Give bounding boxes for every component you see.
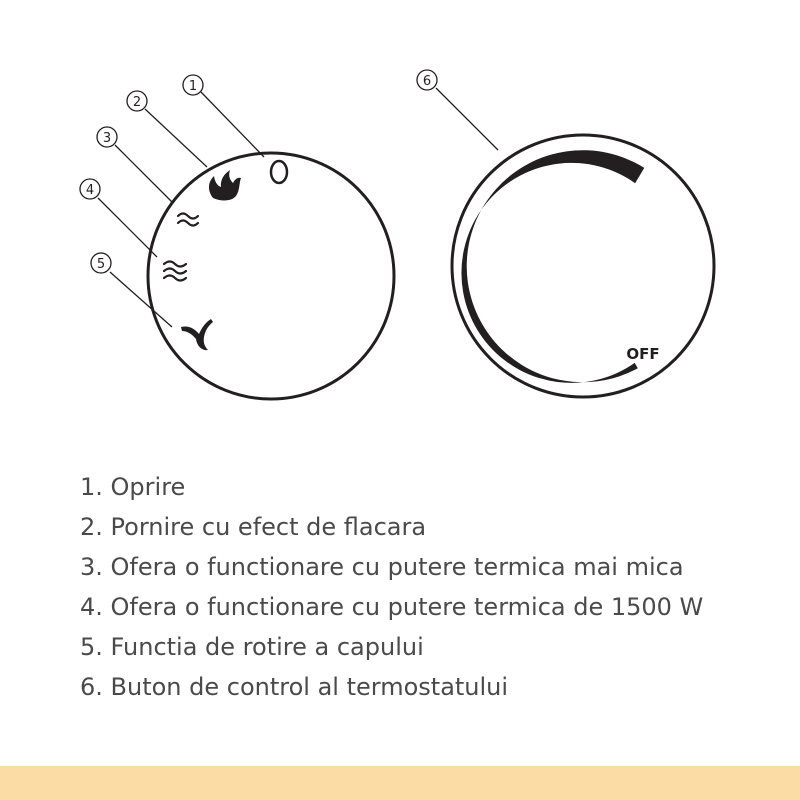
thermostat-scale-arc: [461, 150, 644, 383]
callout-number: 2: [132, 95, 142, 110]
leader-line-3: [115, 145, 172, 202]
legend-list: [80, 467, 703, 707]
leader-line-2: [145, 109, 207, 167]
leader-line-5: [110, 272, 172, 327]
callout-2: [127, 91, 147, 111]
leader-line-4: [98, 198, 157, 257]
low-heat-wave-icon: [178, 214, 198, 226]
callout-4: [80, 179, 100, 199]
callout-number: 5: [96, 257, 106, 272]
legend-item-6: 6. Buton de control al termostatului: [80, 673, 509, 701]
legend-item-2: 2. Pornire cu efect de flacara: [80, 513, 427, 541]
callout-number: 4: [85, 183, 95, 198]
flame-icon: [209, 170, 241, 200]
legend-item-5: 5. Functia de rotire a capului: [80, 633, 424, 661]
off-symbol-icon: [271, 161, 287, 183]
leader-lines: [98, 88, 498, 327]
rotation-fan-icon: [181, 319, 213, 350]
callout-number: 3: [102, 131, 112, 146]
callout-number: 6: [422, 74, 432, 89]
callout-3: [97, 127, 117, 147]
legend-item-3: 3. Ofera o functionare cu putere termica mai mica: [80, 553, 684, 581]
callout-markers: [80, 70, 437, 273]
thermostat-off-label: OFF: [626, 345, 660, 363]
mode-selector-knob: [148, 153, 394, 399]
callout-1: [183, 75, 203, 95]
leader-line-1: [201, 92, 264, 157]
callout-6: [417, 70, 437, 90]
legend-item-1: 1. Oprire: [80, 473, 186, 501]
bottom-color-band: [0, 766, 800, 800]
callout-5: [91, 253, 111, 273]
legend-item-4: 4. Ofera o functionare cu putere termica de 1500 W: [80, 593, 704, 621]
thermostat-knob: [452, 135, 714, 397]
leader-line-6: [436, 88, 498, 150]
high-heat-wave-icon: [164, 262, 186, 281]
callout-number: 1: [188, 79, 198, 94]
